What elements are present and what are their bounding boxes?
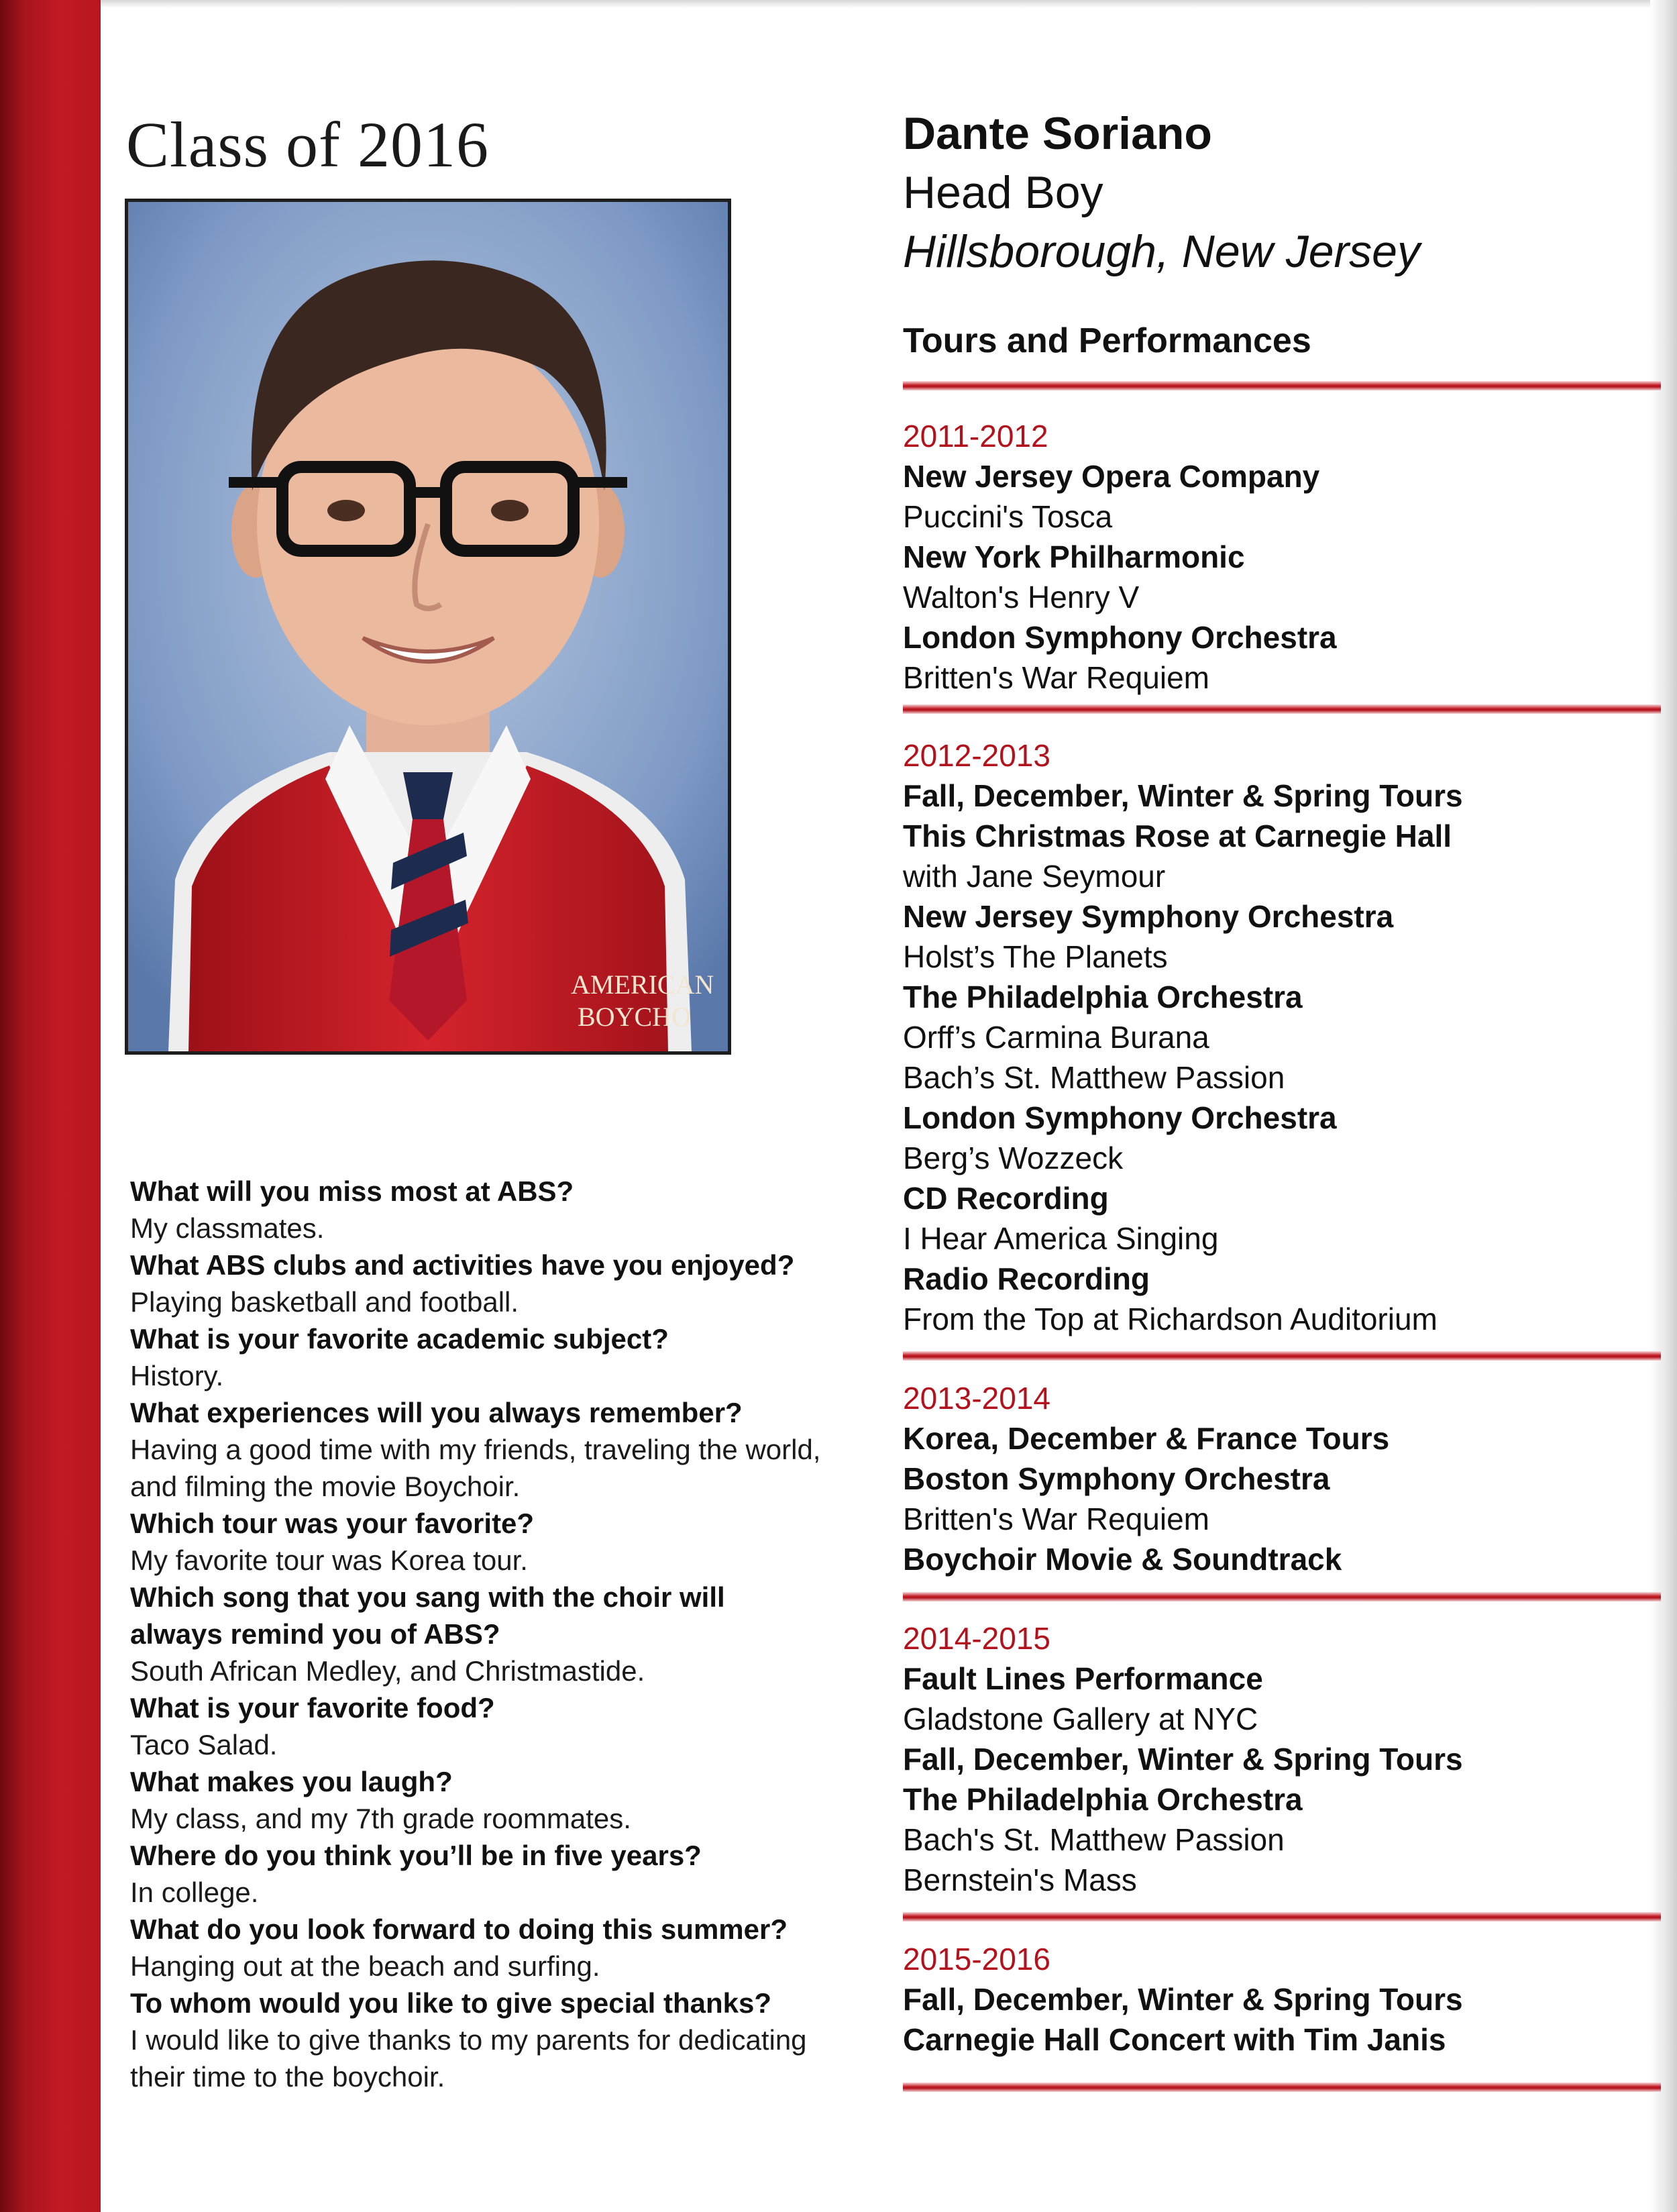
performance-detail: Holst’s The Planets <box>903 939 1168 974</box>
season-block <box>903 735 1661 1339</box>
performance-title: Korea, December & France Tours <box>903 1421 1390 1456</box>
performance-title: Fall, December, Winter & Spring Tours <box>903 1742 1463 1777</box>
answer: and filming the movie Boychoir. <box>130 1471 521 1502</box>
performance-title: New York Philharmonic <box>903 539 1245 574</box>
answer: My favorite tour was Korea tour. <box>130 1544 528 1576</box>
performance-title: London Symphony Orchestra <box>903 1100 1337 1135</box>
student-portrait-photo <box>125 199 731 1055</box>
answer: My classmates. <box>130 1212 325 1244</box>
question: What will you miss most at ABS? <box>130 1175 574 1207</box>
question: What is your favorite food? <box>130 1692 495 1724</box>
red-divider-rule <box>903 1351 1661 1361</box>
season-block <box>903 416 1661 698</box>
answer: In college. <box>130 1877 259 1908</box>
portrait-illustration <box>128 202 728 1051</box>
performance-title: Boston Symphony Orchestra <box>903 1461 1330 1496</box>
season-year: 2015-2016 <box>903 1942 1050 1977</box>
season-year: 2013-2014 <box>903 1381 1050 1416</box>
red-divider-rule <box>903 381 1661 390</box>
performance-detail: I Hear America Singing <box>903 1221 1219 1256</box>
tours-heading: Tours and Performances <box>903 321 1311 360</box>
question: To whom would you like to give special thanks? <box>130 1987 772 2019</box>
season-year: 2014-2015 <box>903 1621 1050 1656</box>
answer: Playing basketball and football. <box>130 1286 519 1318</box>
question: What is your favorite academic subject? <box>130 1323 669 1355</box>
performance-detail: Bach’s St. Matthew Passion <box>903 1060 1285 1095</box>
student-hometown: Hillsborough, New Jersey <box>903 226 1420 277</box>
performance-title: Boychoir Movie & Soundtrack <box>903 1542 1342 1577</box>
red-divider-rule <box>903 704 1661 714</box>
questionnaire <box>130 1173 895 2095</box>
page-top-edge <box>101 0 1650 8</box>
question: What ABS clubs and activities have you enjoyed? <box>130 1249 795 1281</box>
performance-title: New Jersey Opera Company <box>903 459 1320 494</box>
performance-detail: Britten's War Requiem <box>903 660 1209 695</box>
question: What experiences will you always remember? <box>130 1397 743 1428</box>
performance-title: Fall, December, Winter & Spring Tours <box>903 778 1463 813</box>
question: What makes you laugh? <box>130 1766 453 1797</box>
answer: Having a good time with my friends, traveling the world, <box>130 1434 821 1465</box>
performance-detail: Puccini's Tosca <box>903 499 1113 534</box>
class-title: Class of 2016 <box>126 109 489 180</box>
performance-title: The Philadelphia Orchestra <box>903 980 1303 1014</box>
performance-title: Fault Lines Performance <box>903 1661 1263 1696</box>
performance-detail: with Jane Seymour <box>903 859 1166 894</box>
answer: I would like to give thanks to my parents for dedicating <box>130 2024 807 2056</box>
answer: My class, and my 7th grade roommates. <box>130 1803 631 1834</box>
answer: their time to the boychoir. <box>130 2061 445 2093</box>
question: Which tour was your favorite? <box>130 1508 535 1539</box>
sweater-embroidery-line1: AMERICAN <box>571 969 714 1000</box>
answer: South African Medley, and Christmastide. <box>130 1655 645 1687</box>
performance-title: New Jersey Symphony Orchestra <box>903 899 1394 934</box>
red-divider-rule <box>903 2083 1661 2092</box>
performance-detail: Walton's Henry V <box>903 580 1140 615</box>
question: What do you look forward to doing this summer? <box>130 1913 788 1945</box>
season-block <box>903 1378 1661 1579</box>
performance-detail: Bernstein's Mass <box>903 1862 1137 1897</box>
performance-title: CD Recording <box>903 1181 1109 1216</box>
performance-title: Fall, December, Winter & Spring Tours <box>903 1982 1463 2017</box>
performance-title: The Philadelphia Orchestra <box>903 1782 1303 1817</box>
performance-title: This Christmas Rose at Carnegie Hall <box>903 819 1452 853</box>
question: Which song that you sang with the choir will <box>130 1581 725 1613</box>
performance-detail: Berg’s Wozzeck <box>903 1141 1124 1175</box>
performance-title: London Symphony Orchestra <box>903 620 1337 655</box>
performance-detail: Orff’s Carmina Burana <box>903 1020 1209 1055</box>
red-divider-rule <box>903 1592 1661 1601</box>
season-block <box>903 1939 1661 2060</box>
performance-title: Carnegie Hall Concert with Tim Janis <box>903 2022 1446 2057</box>
answer: Hanging out at the beach and surfing. <box>130 1950 600 1982</box>
performance-detail: Gladstone Gallery at NYC <box>903 1701 1258 1736</box>
student-name: Dante Soriano <box>903 108 1212 159</box>
question: always remind you of ABS? <box>130 1618 500 1650</box>
season-year: 2011-2012 <box>903 419 1048 454</box>
question: Where do you think you’ll be in five years? <box>130 1840 702 1871</box>
season-block <box>903 1618 1661 1900</box>
performance-detail: Bach's St. Matthew Passion <box>903 1822 1285 1857</box>
season-year: 2012-2013 <box>903 738 1050 773</box>
performance-detail: Britten's War Requiem <box>903 1502 1209 1536</box>
student-role: Head Boy <box>903 167 1103 218</box>
performance-title: Radio Recording <box>903 1261 1150 1296</box>
red-binding-spine <box>0 0 101 2212</box>
sweater-embroidery-line2: BOYCHO <box>578 1002 691 1032</box>
answer: Taco Salad. <box>130 1729 278 1760</box>
answer: History. <box>130 1360 224 1391</box>
red-divider-rule <box>903 1912 1661 1921</box>
performance-detail: From the Top at Richardson Auditorium <box>903 1302 1438 1336</box>
